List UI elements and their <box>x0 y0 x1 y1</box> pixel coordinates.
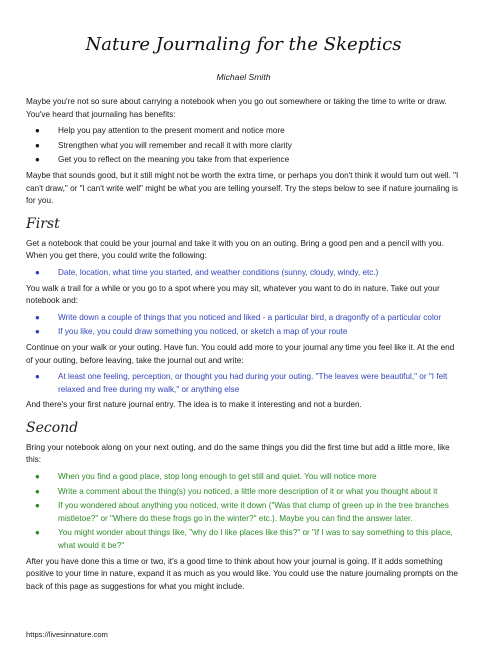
bullet-icon: ● <box>35 312 40 322</box>
bullet-icon: ● <box>35 327 40 337</box>
second-list <box>26 471 462 553</box>
document-body <box>26 96 462 597</box>
intro-paragraph-2: Maybe that sounds good, but it still might not be worth the extra time, or perhaps you don't think it would turn out well. "I can't draw," or "I can't write well" might be what you are telling yourself. Try the steps below to see if nature journaling is for you. <box>26 170 459 206</box>
bullet-icon: ● <box>35 140 40 150</box>
first-list-3 <box>26 371 462 396</box>
list-item: ● If you wondered about anything you noticed, write it down ("Was that clump of green up in the tree branches mistletoe?" or "Where do these frogs go in the winter?" etc.). Maybe you can find the answer later. <box>35 501 449 523</box>
first-list-2 <box>26 312 462 339</box>
page-title: Nature Journaling for the Skeptics <box>85 34 402 55</box>
list-item: ● You might wonder about things like, "why do I like places like this?" or "if I was to say something to this place, what would it be?" <box>35 528 453 551</box>
intro-paragraph-1: Maybe you're not so sure about carrying a notebook when you go out somewhere or taking the time to write or draw. You've heard that journaling has benefits: <box>26 97 447 119</box>
section-heading-first: First <box>26 215 60 232</box>
second-paragraph-1: Bring your notebook along on your next outing, and do the same things you did the first time but add a little more, like this: <box>26 442 450 465</box>
benefits-list <box>26 125 462 167</box>
list-item: ● Get you to reflect on the meaning you take from that experience <box>26 154 462 167</box>
bullet-icon: ● <box>35 472 40 482</box>
first-list-1 <box>26 267 462 280</box>
list-item: ● When you find a good place, stop long enough to get still and quiet. You will notice more <box>26 471 462 484</box>
second-paragraph-2: After you have done this a time or two, it's a good time to think about how your journal is going. If it adds something positive to your time in nature, expand it as much as you would like. You could use the nature journaling prompts on the back of this page as suggestions for what you might include. <box>26 556 458 591</box>
list-item: ● If you like, you could draw something you noticed, or sketch a map of your route <box>26 326 462 339</box>
first-paragraph-3: Continue on your walk or your outing. Have fun. You could add more to your journal any time you feel like it. At the end of your outing, before leaving, take the journal out and write: <box>26 342 455 365</box>
footer-url[interactable]: https://livesinnature.com <box>26 630 108 639</box>
first-paragraph-4: And there's your first nature journal entry. The idea is to make it interesting and not a burden. <box>26 400 362 410</box>
list-item: ● Date, location, what time you started, and weather conditions (sunny, cloudy, windy, etc.) <box>26 267 462 280</box>
first-paragraph-1: Get a notebook that could be your journal and take it with you on an outing. Bring a good pen and a pencil with you. When you get there, you could write the following: <box>26 238 444 261</box>
bullet-icon: ● <box>35 501 40 511</box>
list-item: ● At least one feeling, perception, or thought you had during your outing. "The leaves were beautiful," or "I felt relaxed and free during my walk," or anything else <box>35 372 448 394</box>
bullet-icon: ● <box>35 486 40 496</box>
bullet-icon: ● <box>35 155 40 165</box>
bullet-icon: ● <box>35 372 40 382</box>
bullet-icon: ● <box>35 267 40 277</box>
first-paragraph-2: You walk a trail for a while or you go to a spot where you may sit, whatever you want to do in nature. Take out your notebook and: <box>26 283 440 306</box>
list-item: ● Help you pay attention to the present moment and notice more <box>26 125 462 138</box>
list-item: ● Write a comment about the thing(s) you noticed, a little more description of it or what you thought about it <box>26 486 462 499</box>
bullet-icon: ● <box>35 528 40 538</box>
author-name: Michael Smith <box>216 72 271 82</box>
list-item: ● Strengthen what you will remember and recall it with more clarity <box>26 140 462 153</box>
bullet-icon: ● <box>35 126 40 136</box>
section-heading-second: Second <box>26 419 79 436</box>
list-item: ● Write down a couple of things that you noticed and liked - a particular bird, a dragonfly of a particular color <box>26 312 462 325</box>
